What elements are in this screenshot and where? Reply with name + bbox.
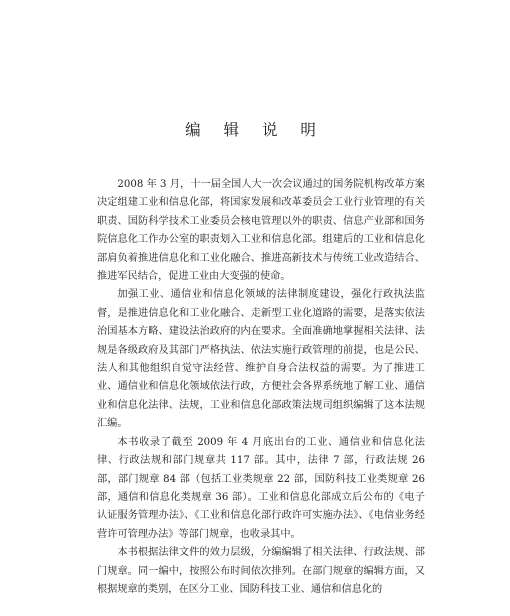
paragraph-2: 加强工业、通信业和信息化领域的法律制度建设，强化行政执法监督，是推进信息化和工业化融合、走新型工业化道路的需要，是落实依法治国基本方略、建设法治政府的内在要求。全面准确地掌握相关法律、法规是各级政府及其部门严格执法、依法实施行政管理的前提，也是公民、法人和其他组织自觉守法经营、维护自身合法权益的需要。为了推进工业、通信业和信息化领域依法行政，方便社会各界系统地了解工业、通信业和信息化法律、法规，工业和信息化部政策法规司组织编辑了这本法规汇编。: [97, 289, 425, 430]
paragraph-4: 本书根据法律文件的效力层级，分编编辑了相关法律、行政法规、部门规章。同一编中，按照公布时间依次排列。在部门规章的编辑方面，又根据规章的类别，在区分工业、国防科技工业、通信和信息化的: [97, 547, 425, 595]
paragraph-3: 本书收录了截至 2009 年 4 月底出台的工业、通信业和信息化法律、行政法规和部门规章共 117 部。其中，法律 7 部，行政法规 26 部，部门规章 84 部（包括工业类规章 22 部，国防科技工业类规章 26 部，通信和信息化类规章 36 部）。工业和信息化部成立后公布的《电子认证服务管理办法》、《工业和信息化部行政许可实施办法》、《电信业务经营许可管理办法》等部门规章，也收录其中。: [97, 436, 425, 540]
page-title: 编 辑 说 明: [185, 121, 325, 139]
body-text: [97, 176, 425, 599]
paragraph-1: 2008 年 3 月，十一届全国人大一次会议通过的国务院机构改革方案决定组建工业和信息化部，将国家发展和改革委员会工业行业管理的有关职责、国防科学技术工业委员会核电管理以外的职责、信息产业部和国务院信息化工作办公室的职责划入工业和信息化部。组建后的工业和信息化部肩负着推进信息化和工业化融合、推进高新技术与传统工业改造结合、推进军民结合，促进工业由大变强的使命。: [97, 179, 425, 283]
